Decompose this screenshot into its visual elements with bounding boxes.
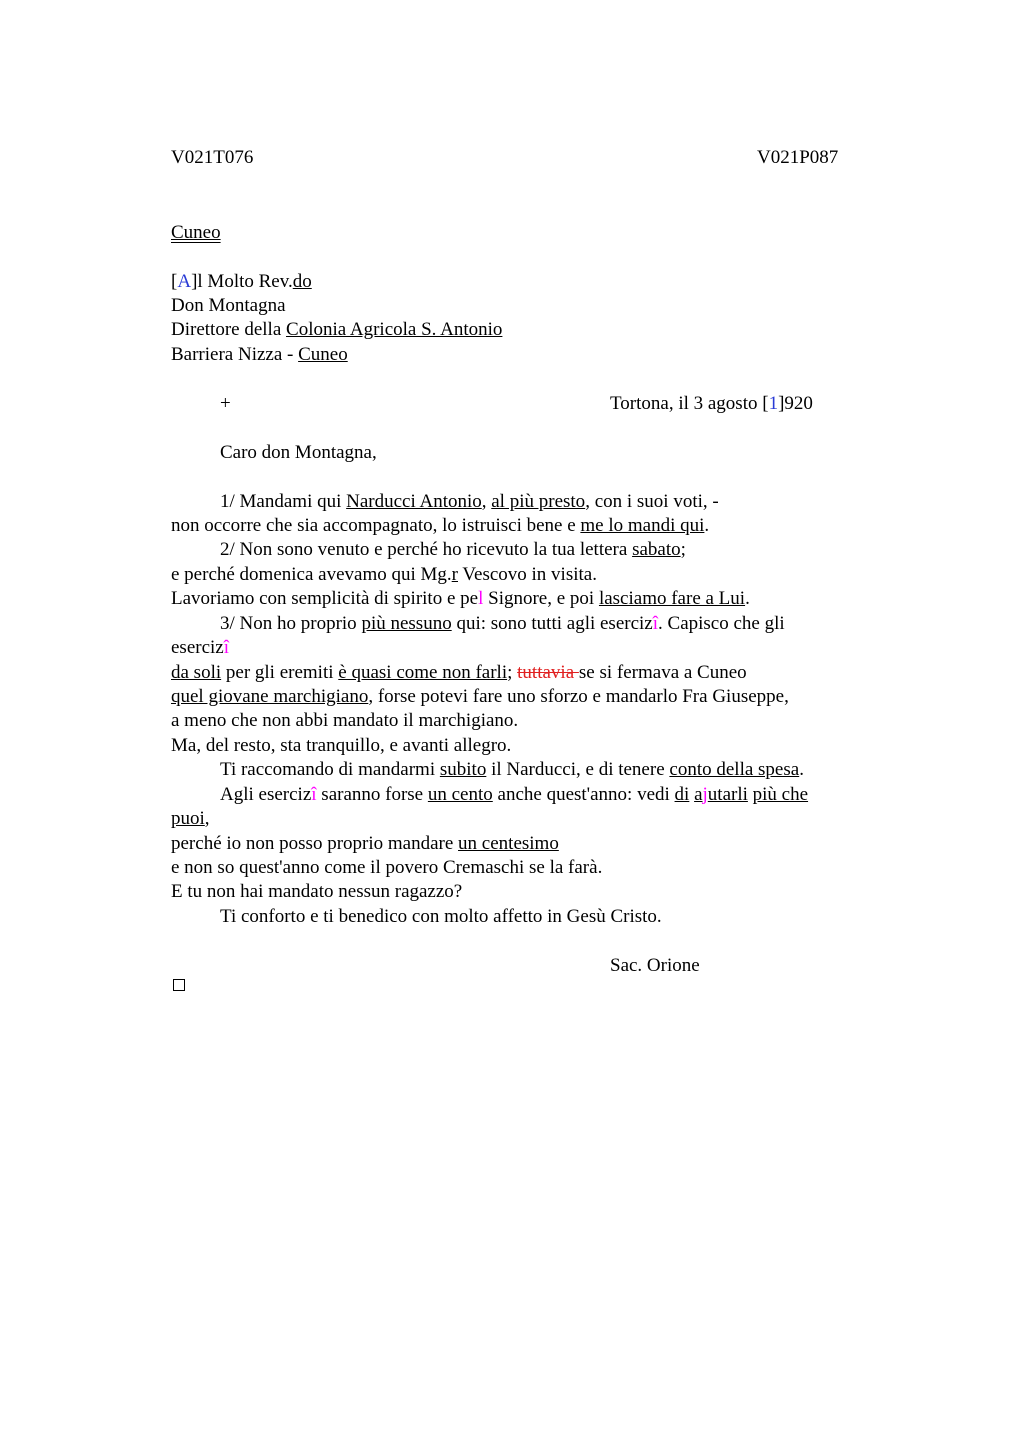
body-line: a meno che non abbi mandato il marchigiano. bbox=[171, 710, 519, 731]
body-line: quel giovane marchigiano, forse potevi fare uno sforzo e mandarlo Fra Giuseppe, bbox=[171, 686, 789, 707]
body-line: puoi, bbox=[171, 808, 210, 829]
end-box-marker bbox=[173, 979, 185, 991]
body-line: perché io non posso proprio mandare un centesimo bbox=[171, 833, 559, 854]
address-line-2: Don Montagna bbox=[171, 295, 286, 316]
body-line: Agli esercizî saranno forse un cento anche quest'anno: vedi di ajutarli più che bbox=[220, 784, 809, 805]
body-line: Lavoriamo con semplicità di spirito e pel Signore, e poi lasciamo fare a Lui. bbox=[171, 588, 750, 609]
body-line: e perché domenica avevamo qui Mg.r Vescovo in visita. bbox=[171, 564, 597, 585]
body-line: non occorre che sia accompagnato, lo istruisci bene e me lo mandi qui. bbox=[171, 515, 710, 536]
salutation: Caro don Montagna, bbox=[220, 442, 377, 463]
body-line: esercizî bbox=[171, 637, 230, 658]
cross-mark: + bbox=[220, 393, 231, 414]
address-line-1: [A]l Molto Rev.do bbox=[171, 271, 312, 292]
address-line-3: Direttore della Colonia Agricola S. Antonio bbox=[171, 319, 503, 340]
code-right: V021P087 bbox=[757, 147, 839, 168]
body-line: 3/ Non ho proprio più nessuno qui: sono tutti agli esercizî. Capisco che gli bbox=[220, 613, 785, 634]
body-line: Ti raccomando di mandarmi subito il Narducci, e di tenere conto della spesa. bbox=[220, 759, 804, 780]
body-line: da soli per gli eremiti è quasi come non farli; tuttavia se si fermava a Cuneo bbox=[171, 662, 747, 683]
signature: Sac. Orione bbox=[610, 955, 700, 976]
body-line: e non so quest'anno come il povero Cremaschi se la farà. bbox=[171, 857, 603, 878]
city-heading: Cuneo bbox=[171, 222, 221, 243]
date-line: Tortona, il 3 agosto [1]920 bbox=[610, 393, 813, 414]
code-left: V021T076 bbox=[171, 147, 254, 168]
body-line: 1/ Mandami qui Narducci Antonio, al più presto, con i suoi voti, - bbox=[220, 491, 719, 512]
body-line: E tu non hai mandato nessun ragazzo? bbox=[171, 881, 463, 902]
body-line: Ma, del resto, sta tranquillo, e avanti allegro. bbox=[171, 735, 512, 756]
body-line: Ti conforto e ti benedico con molto affetto in Gesù Cristo. bbox=[220, 906, 662, 927]
address-line-4: Barriera Nizza - Cuneo bbox=[171, 344, 348, 365]
body-line: 2/ Non sono venuto e perché ho ricevuto la tua lettera sabato; bbox=[220, 539, 686, 560]
